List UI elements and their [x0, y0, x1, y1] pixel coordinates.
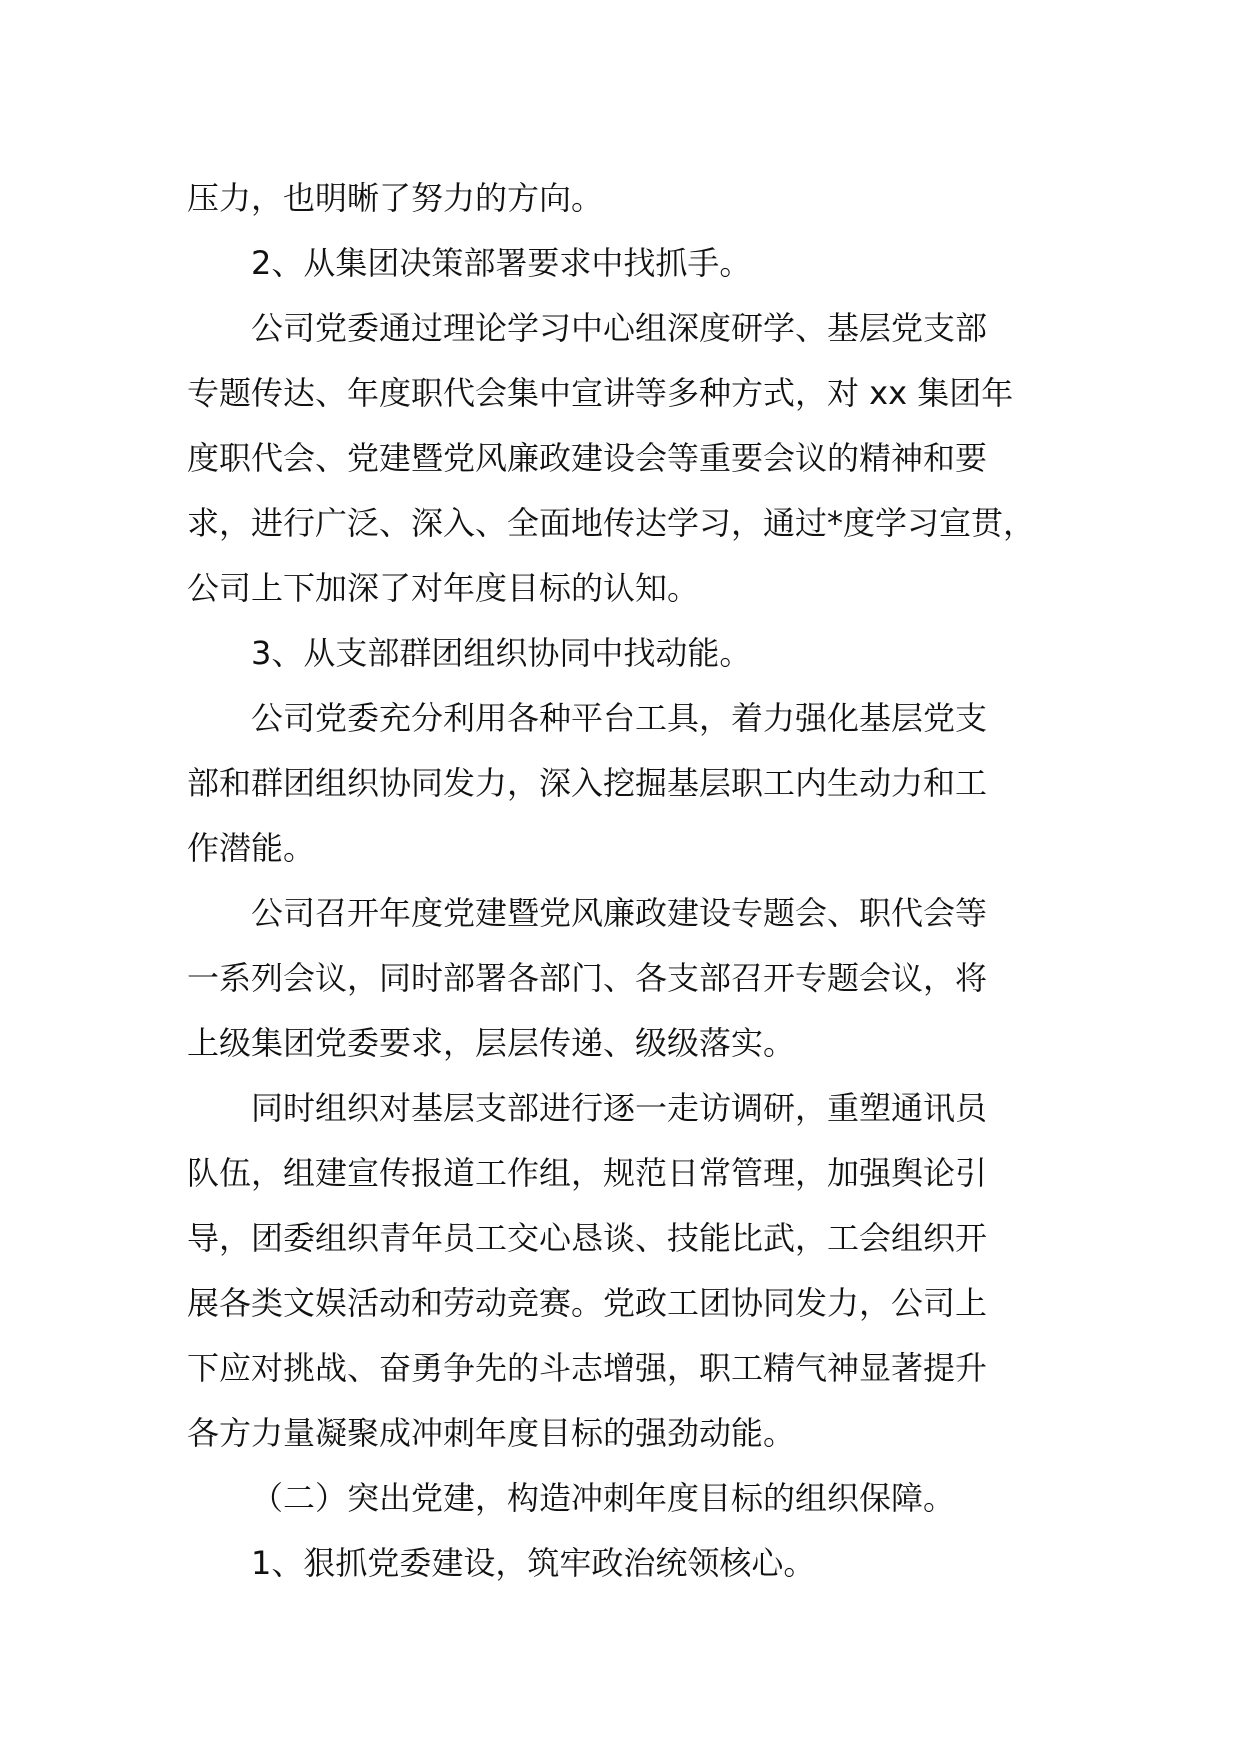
paragraph: [187, 166, 1067, 231]
text-line: 部和群团组织协同发力，深入挖掘基层职工内生动力和工: [187, 764, 988, 802]
text-line: 同时组织对基层支部进行逐一走访调研，重塑通讯员: [251, 1089, 988, 1127]
text-line: 展各类文娱活动和劳动竞赛。党政工团协同发力，公司上: [187, 1284, 988, 1322]
text-line: 度职代会、党建暨党风廉政建设会等重要会议的精神和要: [187, 439, 988, 477]
text-line: 公司召开年度党建暨党风廉政建设专题会、职代会等: [251, 894, 988, 932]
text-line: （二）突出党建，构造冲刺年度目标的组织保障。: [251, 1479, 956, 1517]
text-line: 专题传达、年度职代会集中宣讲等多种方式，对 xx 集团年: [187, 374, 1014, 412]
text-line: 作潜能。: [187, 829, 316, 867]
section-heading: [187, 231, 1067, 296]
text-line: 2、从集团决策部署要求中找抓手。: [251, 244, 752, 282]
text-line: 导，团委组织青年员工交心恳谈、技能比武，工会组织开: [187, 1219, 988, 1257]
text-line: 3、从支部群团组织协同中找动能。: [251, 634, 752, 672]
text-line: 公司上下加深了对年度目标的认知。: [187, 569, 700, 607]
text-line: 一系列会议，同时部署各部门、各支部召开专题会议，将: [187, 959, 988, 997]
paragraph: [187, 881, 1067, 1076]
document-body: [187, 166, 1067, 1596]
text-line: 公司党委通过理论学习中心组深度研学、基层党支部: [251, 309, 988, 347]
section-heading: [187, 1531, 1067, 1596]
text-line: 上级集团党委要求，层层传递、级级落实。: [187, 1024, 796, 1062]
text-line: 1、狠抓党委建设，筑牢政治统领核心。: [251, 1544, 816, 1582]
text-line: 公司党委充分利用各种平台工具，着力强化基层党支: [251, 699, 988, 737]
section-heading: [187, 621, 1067, 686]
text-line: 压力，也明晰了努力的方向。: [187, 179, 604, 217]
text-line: 各方力量凝聚成冲刺年度目标的强劲动能。: [187, 1414, 796, 1452]
text-line: 下应对挑战、奋勇争先的斗志增强，职工精气神显著提升: [187, 1349, 988, 1387]
text-line: 队伍，组建宣传报道工作组，规范日常管理，加强舆论引: [187, 1154, 988, 1192]
paragraph: [187, 296, 1067, 621]
text-line: 求，进行广泛、深入、全面地传达学习，通过*度学习宣贯，: [187, 504, 1036, 542]
section-heading: [187, 1466, 1067, 1531]
paragraph: [187, 1076, 1067, 1466]
paragraph: [187, 686, 1067, 881]
